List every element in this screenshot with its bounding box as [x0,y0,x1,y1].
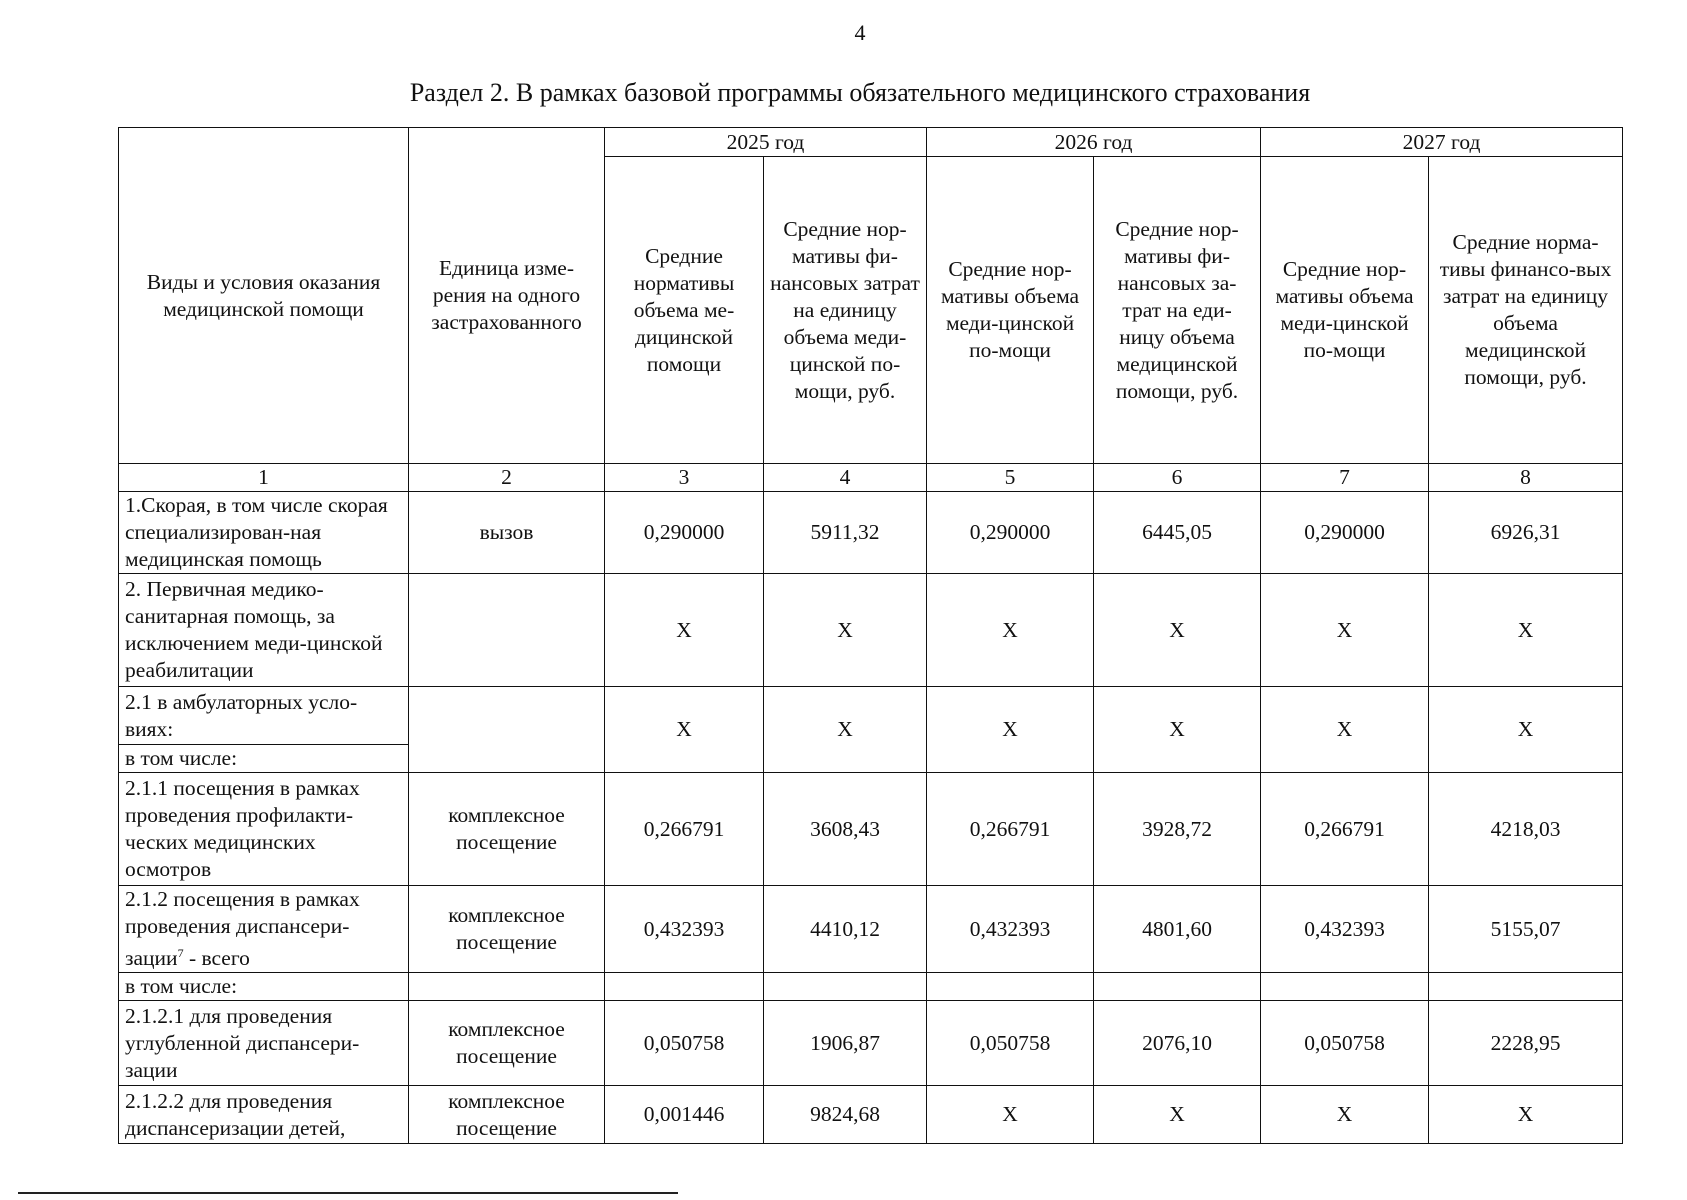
row-name: 2.1.2.1 для проведения углубленной диспансери-зации [119,1001,409,1086]
row-subheading: в том числе: [119,745,409,773]
row-unit: комплексное посещение [409,886,605,973]
row-name: 2. Первичная медико-санитарная помощь, за исключением меди-цинской реабилитации [119,574,409,687]
row-name-text: 2.1.2 посещения в рамках проведения диспансери-зации [125,887,360,971]
empty-cell [1261,973,1429,1001]
cell-value: 4410,12 [764,886,927,973]
header-row-years [119,128,1623,157]
cell-value: 0,050758 [1261,1001,1429,1086]
row-name: 2.1.1 посещения в рамках проведения профилакти-ческих медицинских осмотров [119,773,409,886]
header-unit: Единица изме-рения на одного застрахованного [409,128,605,464]
cell-value: 0,266791 [605,773,764,886]
section-title: Раздел 2. В рамках базовой программы обязательного медицинского страхования [409,78,1311,107]
column-number: 2 [409,464,605,492]
header-volume-2025: Средние нормативы объема ме-дицинской помощи [605,157,764,464]
row-name: 2.1.2.2 для проведения диспансеризации детей, [119,1086,409,1144]
table-row [119,886,1623,973]
column-number: 8 [1429,464,1623,492]
norms-table [118,127,1623,1144]
cell-value: X [1094,687,1261,773]
column-number: 3 [605,464,764,492]
cell-value: X [1094,1086,1261,1144]
empty-cell [1429,973,1623,1001]
cell-value: 6926,31 [1429,492,1623,574]
row-unit [409,687,605,773]
cell-value: X [927,1086,1094,1144]
row-unit [409,574,605,687]
header-cost-2027: Средние норма-тивы финансо-вых затрат на единицу объема медицинской помощи, руб. [1429,157,1623,464]
cell-value: X [1261,687,1429,773]
column-number: 6 [1094,464,1261,492]
cell-value: 0,266791 [1261,773,1429,886]
cell-value: 2228,95 [1429,1001,1623,1086]
cell-value: 3608,43 [764,773,927,886]
column-number: 5 [927,464,1094,492]
row-name [119,886,409,973]
cell-value: 6445,05 [1094,492,1261,574]
cell-value: X [1429,1086,1623,1144]
row-name: 1.Скорая, в том числе скорая специализирован-ная медицинская помощь [119,492,409,574]
header-year-2025: 2025 год [605,128,927,157]
table-row [119,687,1623,745]
row-subheading: в том числе: [119,973,409,1001]
table-subrow [119,973,1623,1001]
cell-value: X [764,687,927,773]
cell-value: X [764,574,927,687]
empty-cell [409,973,605,1001]
empty-cell [1094,973,1261,1001]
header-type: Виды и условия оказания медицинской помощи [119,128,409,464]
row-unit: комплексное посещение [409,1001,605,1086]
cell-value: 0,290000 [605,492,764,574]
cell-value: 0,050758 [605,1001,764,1086]
cell-value: X [927,574,1094,687]
header-cost-2025: Средние нор-мативы фи-нансовых затрат на единицу объема меди-цинской по-мощи, руб. [764,157,927,464]
table-row [119,773,1623,886]
cell-value: X [1429,574,1623,687]
empty-cell [605,973,764,1001]
header-cost-2026: Средние нор-мативы фи-нансовых за-трат на еди-ницу объема медицинской помощи, руб. [1094,157,1261,464]
table-row [119,492,1623,574]
cell-value: 3928,72 [1094,773,1261,886]
cell-value: 5911,32 [764,492,927,574]
cell-value: 9824,68 [764,1086,927,1144]
cell-value: 0,266791 [927,773,1094,886]
table-row [119,574,1623,687]
cell-value: X [1261,1086,1429,1144]
cell-value: X [1429,687,1623,773]
cell-value: 0,001446 [605,1086,764,1144]
cell-value: X [605,574,764,687]
empty-cell [927,973,1094,1001]
cell-value: X [927,687,1094,773]
column-number: 1 [119,464,409,492]
cell-value: 1906,87 [764,1001,927,1086]
cell-value: 0,432393 [927,886,1094,973]
table-row [119,1086,1623,1144]
footnote-mark: 7 [177,946,184,960]
cell-value: 0,432393 [1261,886,1429,973]
cell-value: 0,432393 [605,886,764,973]
cell-value: 0,050758 [927,1001,1094,1086]
cell-value: X [1094,574,1261,687]
table-row [119,1001,1623,1086]
row-name: 2.1 в амбулаторных усло-виях: [119,687,409,745]
row-unit: комплексное посещение [409,773,605,886]
row-unit: комплексное посещение [409,1086,605,1144]
cell-value: X [1261,574,1429,687]
cell-value: 2076,10 [1094,1001,1261,1086]
cell-value: 5155,07 [1429,886,1623,973]
page-number: 4 [854,20,866,45]
row-name-tail: - всего [183,946,250,971]
cell-value: 0,290000 [1261,492,1429,574]
cell-value: 0,290000 [927,492,1094,574]
column-numbers-row [119,464,1623,492]
cell-value: 4801,60 [1094,886,1261,973]
cell-value: X [605,687,764,773]
footnote-separator [18,1192,678,1194]
column-number: 4 [764,464,927,492]
header-year-2026: 2026 год [927,128,1261,157]
empty-cell [764,973,927,1001]
header-year-2027: 2027 год [1261,128,1623,157]
header-volume-2026: Средние нор-мативы объема меди-цинской по-мощи [927,157,1094,464]
row-unit: вызов [409,492,605,574]
header-volume-2027: Средние нор-мативы объема меди-цинской по-мощи [1261,157,1429,464]
cell-value: 4218,03 [1429,773,1623,886]
column-number: 7 [1261,464,1429,492]
